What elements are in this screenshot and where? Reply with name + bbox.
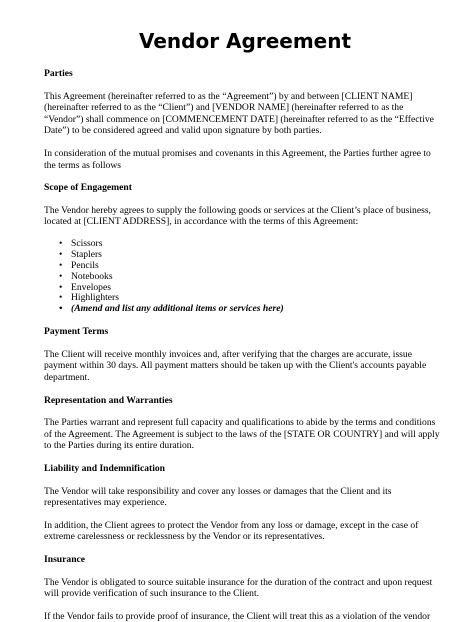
list-item: • Highlighters (71, 293, 440, 304)
paragraph: The Vendor is obligated to source suitable insurance for the duration of the contract and upon request will provide verification of such insurance to the Client. (44, 576, 433, 600)
paragraph: If the Vendor fails to provide proof of insurance, the Client will treat this as a violation of the vendor (44, 610, 431, 622)
section-heading: Representation and Warranties (44, 394, 173, 406)
paragraph: In addition, the Client agrees to protect the Vendor from any loss or damage, except in the case of extreme carelessness or recklessness by the Vendor or its representatives. (44, 519, 419, 543)
paragraph: The Vendor will take responsibility and cover any losses or damages that the Client and its representatives may experience. (44, 485, 392, 509)
section-heading: Scope of Engagement (44, 182, 132, 194)
list-item: • Scissors (71, 239, 440, 250)
paragraph: The Parties warrant and represent full capacity and qualifications to abide by the terms and conditions of the Agreement. The Agreement is subject to the laws of the [STATE OR COUNTRY] and will apply to the Parties during its entire duration. (44, 417, 440, 452)
list-item: • Envelopes (71, 283, 440, 294)
list-item: • Staplers (71, 250, 440, 261)
section-payment (44, 326, 440, 383)
section-parties (44, 68, 440, 171)
paragraph: The Client will receive monthly invoices and, after verifying that the charges are accurate, issue payment within 30 days. All payment matters should be taken up with the Client's accounts payable department. (44, 348, 427, 384)
document-title: Vendor Agreement (138, 29, 352, 53)
list-item: • Pencils (71, 261, 440, 272)
list-item-note: • (Amend and list any additional items or services here) (71, 304, 440, 315)
paragraph: This Agreement (hereinafter referred to as the “Agreement”) by and between [CLIENT NAME] (hereinafter referred to as the “Client”) and [VENDOR NAME] (hereinafter referred to as the “Vendor”) shall commence on [COMMENCEMENT DATE] (hereinafter referred to as the “Effective Date”) to be considered agreed and valid upon signature by both parties. (44, 90, 434, 137)
section-scope (44, 182, 440, 315)
list-item: • Notebooks (71, 272, 440, 283)
section-representation (44, 395, 440, 452)
section-heading: Parties (44, 68, 73, 79)
section-heading: Payment Terms (44, 326, 109, 338)
section-heading: Insurance (44, 554, 86, 565)
section-heading: Liability and Indemnification (44, 463, 166, 475)
section-liability (44, 463, 440, 543)
paragraph: In consideration of the mutual promises and covenants in this Agreement, the Parties further agree to the terms as follows (44, 147, 431, 171)
section-insurance (44, 554, 440, 622)
goods-list (44, 239, 440, 315)
paragraph: The Vendor hereby agrees to supply the following goods or services at the Client’s place of business, located at [CLIENT ADDRESS], in accordance with the terms of this Agreement: (44, 204, 431, 228)
